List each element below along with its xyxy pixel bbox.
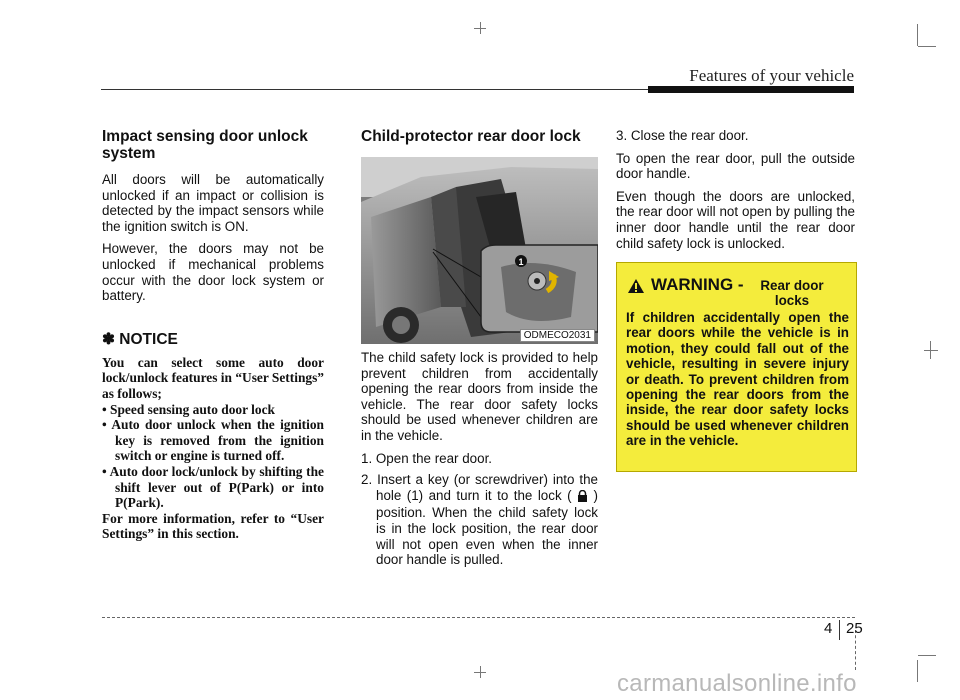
crop-mark	[917, 660, 918, 682]
paragraph: All doors will be automatically unlocked if an impact or collision is detected by the impact sensors while the ignition switch is ON.	[102, 172, 324, 234]
chapter-number: 4	[824, 620, 833, 637]
right-column	[616, 128, 855, 258]
paragraph: The child safety lock is provided to help prevent children from accidentally opening the rear doors from inside the vehicle. The rear door safety locks should be used whenever children are in the vehicle.	[361, 350, 598, 443]
step2-text-pre: 2. Insert a key (or screwdriver) into the hole (1) and turn it to the lock (	[361, 472, 598, 503]
rear-door-illustration	[361, 157, 598, 344]
notice-body	[102, 355, 324, 542]
footer-rule	[102, 617, 855, 618]
warning-triangle-icon	[627, 278, 645, 294]
notice-title: ✽ NOTICE	[102, 330, 178, 348]
section-header-title: Features of your vehicle	[689, 66, 854, 85]
crop-mark	[924, 350, 938, 351]
page-number: 25	[846, 620, 863, 637]
crop-mark	[918, 46, 936, 47]
step2-text-post: ) position. When the child safety lock is in the lock position, the rear door will not open even when the inner door handle is pulled.	[376, 487, 598, 568]
step-item: 1. Open the rear door.	[361, 450, 493, 466]
notice-bullet: • Auto door lock/unlock by shifting the shift lever out of P(Park) or into P(Park).	[102, 463, 324, 511]
crop-mark	[917, 24, 918, 46]
warning-box	[616, 262, 857, 472]
crop-mark	[474, 28, 486, 29]
steps-list	[361, 451, 598, 568]
step-item	[361, 472, 598, 568]
figure-caption: ODMECO2031	[520, 329, 595, 342]
middle-column	[361, 128, 598, 155]
step-item: 3. Close the rear door.	[616, 128, 749, 143]
lock-icon	[577, 490, 588, 506]
header-rule-bar	[648, 86, 854, 93]
watermark: carmanualsonline.info	[617, 670, 857, 697]
crop-mark	[918, 655, 936, 656]
rear-door-figure	[361, 157, 598, 344]
warning-subject: Rear door locks	[760, 278, 824, 308]
callout-number: 1	[518, 257, 524, 267]
paragraph: To open the rear door, pull the outside door handle.	[616, 150, 855, 182]
notice-outro: For more information, refer to “User Settings” in this section.	[102, 510, 324, 542]
notice-intro: You can select some auto door lock/unlock features in “User Settings” as follows;	[102, 354, 324, 401]
inset-closeup	[481, 245, 598, 332]
child-lock-heading: Child-protector rear door lock	[361, 128, 581, 145]
middle-column-body	[361, 350, 598, 574]
warning-label: WARNING -	[651, 275, 744, 294]
impact-unlock-heading: Impact sensing door unlock system	[102, 128, 308, 162]
warning-text: If children accidentally open the rear doors while the vehicle is in motion, they could fall out of the vehicle, resulting in severe injury or death. To prevent children from opening the rear doors from the inside, the rear door safety locks should be used whenever children are in the vehicle.	[626, 310, 849, 449]
notice-bullet: • Auto door unlock when the ignition key is removed from the ignition switch or engine is turned off.	[102, 417, 324, 464]
page-separator	[839, 620, 840, 640]
paragraph: Even though the doors are unlocked, the rear door will not open by pulling the inner door handle until the rear door child safety lock is unlocked.	[616, 188, 855, 251]
notice-bullet: • Speed sensing auto door lock	[102, 401, 275, 417]
left-column	[102, 128, 324, 542]
crop-mark	[474, 672, 486, 673]
paragraph: However, the doors may not be unlocked if mechanical problems occur with the door lock system or battery.	[102, 241, 324, 304]
